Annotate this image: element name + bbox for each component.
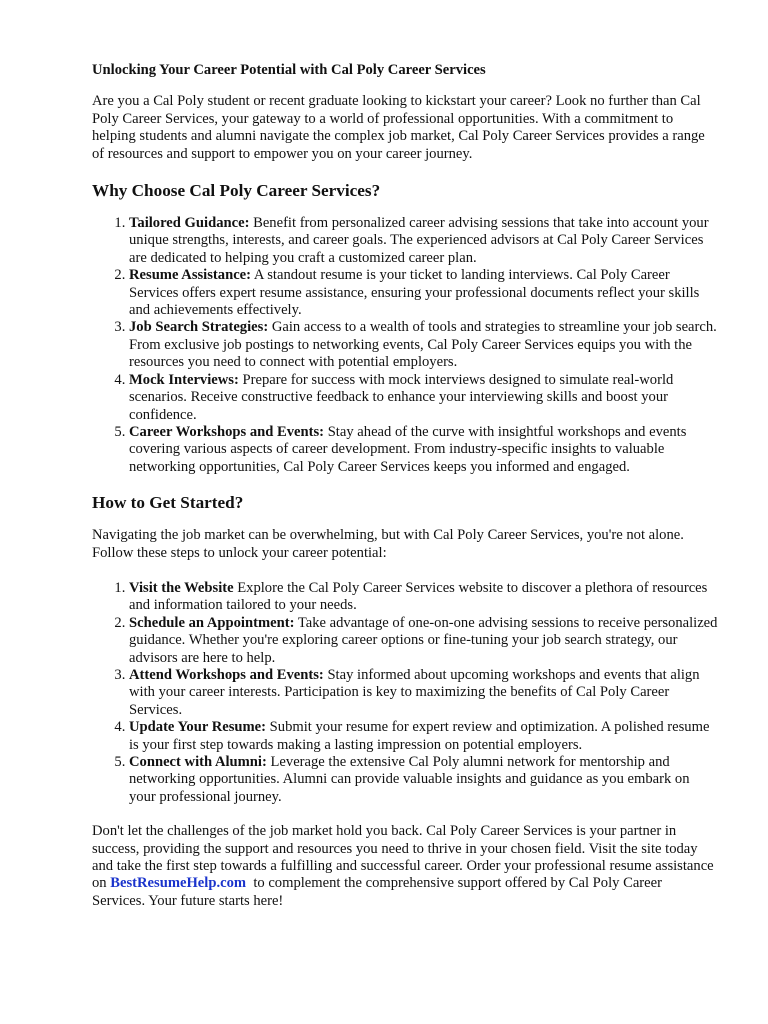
list-item: 2. Schedule an Appointment: Take advantage of one-on-one advising sessions to receive personalized guidance. Whether you're exploring career options or fine-tuning your job search strategy, our advisors are here to help.: [129, 615, 718, 667]
list-item: 1. Tailored Guidance: Benefit from personalized career advising sessions that take into account your unique strengths, interests, and career goals. The experienced advisors at Cal Poly Career Services are dedicated to helping you craft a customized career plan.: [129, 215, 718, 267]
document-title: Unlocking Your Career Potential with Cal Poly Career Services: [92, 62, 486, 78]
list-item: 3. Job Search Strategies: Gain access to a wealth of tools and strategies to streamline your job search. From exclusive job postings to networking events, Cal Poly Career Services equips you with the resources you need to connect with potential employers.: [129, 319, 718, 371]
list-item: 4. Mock Interviews: Prepare for success with mock interviews designed to simulate real-world scenarios. Receive constructive feedback to enhance your interviewing skills and boost your confidence.: [129, 372, 718, 424]
list-item: 4. Update Your Resume: Submit your resume for expert review and optimization. A polished resume is your first step towards making a lasting impression on potential employers.: [129, 719, 718, 754]
best-resume-help-link[interactable]: BestResumeHelp.com: [110, 875, 247, 892]
list-item: 5. Connect with Alumni: Leverage the extensive Cal Poly alumni network for mentorship and networking opportunities. Alumni can provide valuable insights and guidance as you embark on your professional journey.: [129, 754, 718, 806]
closing-paragraph: Don't let the challenges of the job market hold you back. Cal Poly Career Services is your partner in success, providing the support and resources you need to thrive in your chosen field. Visit the site today and take the first step towards a fulfilling and successful career. Order your professional resume assistance on BestResumeHelp.com to complement the comprehensive support offered by Cal Poly Career Services. Your future starts here!: [92, 823, 714, 909]
list-item: 1. Visit the Website Explore the Cal Poly Career Services website to discover a plethora of resources and information tailored to your needs.: [129, 580, 718, 615]
why-heading: Why Choose Cal Poly Career Services?: [92, 181, 381, 201]
list-item: 3. Attend Workshops and Events: Stay informed about upcoming workshops and events that align with your career interests. Participation is key to maximizing the benefits of Cal Poly Career Services.: [129, 667, 718, 719]
list-item: 2. Resume Assistance: A standout resume is your ticket to landing interviews. Cal Poly Career Services offers expert resume assistance, ensuring your professional documents reflect your skills and achievements effectively.: [129, 267, 718, 319]
start-intro-paragraph: Navigating the job market can be overwhelming, but with Cal Poly Career Services, you're not alone. Follow these steps to unlock your career potential:: [92, 527, 684, 561]
start-list: [92, 580, 718, 806]
start-heading: How to Get Started?: [92, 493, 244, 513]
why-list: [92, 215, 718, 476]
intro-paragraph: Are you a Cal Poly student or recent graduate looking to kickstart your career? Look no further than Cal Poly Career Services, your gateway to a world of professional opportunities. With a commitment to helping students and alumni navigate the complex job market, Cal Poly Career Services provides a range of resources and support to empower you on your career journey.: [92, 93, 705, 162]
list-item: 5. Career Workshops and Events: Stay ahead of the curve with insightful workshops and events covering various aspects of career development. From industry-specific insights to valuable networking opportunities, Cal Poly Career Services keeps you informed and engaged.: [129, 424, 718, 476]
